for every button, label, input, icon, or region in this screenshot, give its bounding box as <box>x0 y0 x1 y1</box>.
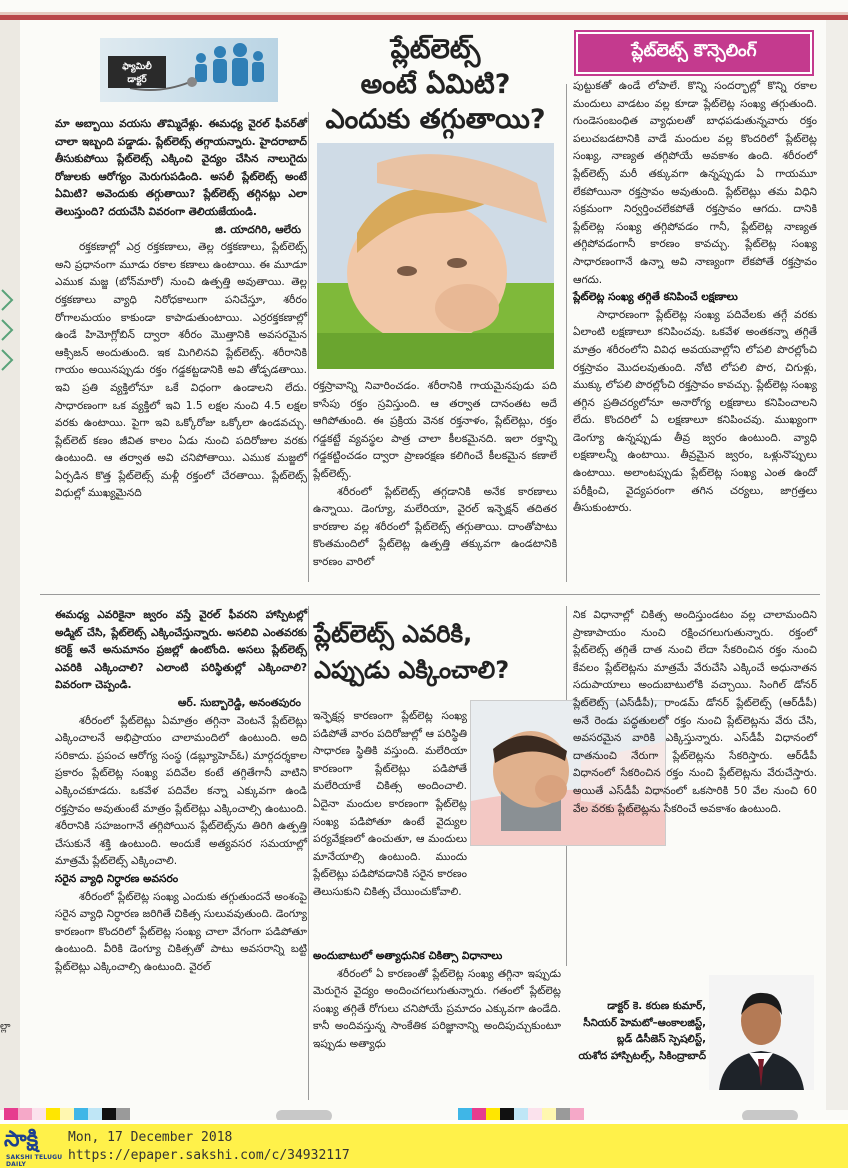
doctor-title: సీనియర్ హెమటో–ఆంకాలజిస్ట్, <box>583 1016 706 1029</box>
doctor-photo <box>709 975 814 1090</box>
family-doctor-label-text: ఫ్యామిలీ <box>122 62 152 72</box>
article2-continued-wide <box>313 948 561 1054</box>
doctor-specialty: బ్లడ్ డిసీజెస్ స్పెషలిస్ట్, <box>616 1033 706 1046</box>
sakshi-logo[interactable] <box>4 1127 64 1168</box>
print-color-bar-right <box>458 1108 584 1120</box>
article1-answer-paragraph: రక్తకణాల్లో ఎర్ర రక్తకణాలు, తెల్ల రక్తకణాలు, ప్లేట్‌లెట్స్ అని ప్రధానంగా మూడు రకాల కణాలు ఉంటాయి. ఈ మూడూ ఎముక మజ్జ (బోన్‌మారో) నుంచి ఉత్పత్తి అవుతాయి. తెల్ల రక్తకణాలు వ్యాధి నిరోధకాలుగా పనిచేస్తూ, శరీరం రోగాలమయం కాకుండా కాపాడుతుంటాయి. ఎర్రరక్తకణాల్లో ఉండే హిమోగ్లోబిన్ ద్వారా శరీరం మొత్తానికి అవసరమైన ఆక్సిజన్ అందుతుంది. ఇక మిగిలినవి ప్లేట్‌లెట్స్. శరీరానికి గాయం అయినప్పుడు రక్తం గడ్డకట్టడానికి అవి తోడ్పడతాయి. ఇవి ప్రతి వ్యక్తిలోనూ ఒకే విధంగా ఉండాలని లేదు. సాధారణంగా ఒక వ్యక్తిలో ఇవి 1.5 లక్షల నుంచి 4.5 లక్షల వరకు ఉంటాయి. పైగా ఇవి ఒక్కోరోజు ఒక్కోలా ఉండవచ్చు. ప్లేట్‌లెట్ కణం జీవిత కాలం ఏడు నుంచి పదిరోజుల వరకు ఉంటుంది. ఆ తర్వాత అవి చనిపోతాయి. ఎముక మజ్జలో ఏర్పడిన కొత్త ప్లేట్‌లెట్స్ మళ్లీ రక్తంలో చేరతాయి. ప్లేట్‌లెట్స్ విధుల్లో ముఖ్యమైనది <box>55 241 307 500</box>
article2-paragraph-1: శరీరంలో ప్లేట్‌లెట్లు ఏమాత్రం తగ్గినా వెంటనే ప్లేట్‌లెట్లు ఎక్కించాలనే అభిప్రాయం చాలామందిలో ఉంటుంది. అది సరికాదు. ప్రపంచ ఆరోగ్య సంస్థ (డబ్ల్యూహెచ్‌ఓ) మార్గదర్శకాల ప్రకారం ప్లేట్‌లెట్ల సంఖ్య పదివేల కంటే తగ్గితేగానీ వాటిని ఎక్కించకూడదు. ఒకవేళ పదివేల కన్నా ఎక్కువగా ఉండి రక్తస్రావం అవుతుంటే మాత్రం ప్లేట్‌లెట్లు ఎక్కించాల్సి ఉంటుంది. శరీరానికి సహజంగానే తగ్గిపోయిన ప్లేట్‌లెట్స్‌ను తిరిగి ఉత్పత్తి చేసుకునే శక్తి ఉంటుంది. అందుకే అత్యవసర సమయాల్లో మాత్రమే ప్లేట్‌లెట్స్ ఎక్కించాలి. <box>55 714 307 868</box>
doctor-name: డాక్టర్ కె. కరుణ కుమార్, <box>607 1000 706 1012</box>
column-rule-2-top <box>566 84 567 582</box>
left-gutter <box>0 20 20 1110</box>
article2-continued-narrow <box>313 708 467 902</box>
doctor-signature <box>550 998 706 1064</box>
article1-continued-column <box>313 378 557 572</box>
left-gutter-word: ల్లా <box>0 1021 11 1032</box>
column-rule-1-bottom <box>308 606 309 1100</box>
edition-date: Mon, 17 December 2018 <box>68 1130 233 1145</box>
article2-subhead: సరైన వ్యాధి నిర్ధారణ అవసరం <box>55 872 179 885</box>
print-color-bar-left <box>4 1108 130 1120</box>
article1-sender: జి. యాదగిరి, ఆలేరు <box>214 223 301 236</box>
headline1-line3: ఎందుకు తగ్గుతాయి? <box>325 104 546 135</box>
headline1-line1: ప్లేట్‌లెట్స్ <box>390 34 481 65</box>
top-rule <box>0 12 848 20</box>
headline2-line2: ఎప్పుడు ఎక్కించాలి? <box>314 656 510 684</box>
print-register-mark-right <box>742 1110 798 1120</box>
left-gutter-pattern <box>0 280 18 390</box>
sick-child-photo <box>317 143 554 369</box>
headline-platelets-what <box>317 32 554 137</box>
print-register-mark-left <box>276 1110 332 1120</box>
article2-column <box>55 607 307 976</box>
article1-cont-paragraph-2: శరీరంలో ప్లేట్‌లెట్స్ తగ్గడానికి అనేక కారణాలు ఉన్నాయి. డెంగ్యూ, మలేరియా, వైరల్ ఇన్ఫెక్షన్ తదితర కారణాల వల్ల శరీరంలో ప్లేట్‌లెట్స్ తగ్గుతాయి. దాంతోపాటు కొంతమందిలో ప్లేట్‌లెట్ల ఉత్పత్తి తక్కువగా ఉండటానికి కారణం వారిలో <box>313 485 557 568</box>
article2-question: ఈమధ్య ఎవరికైనా జ్వరం వస్తే వైరల్ ఫీవరని హాస్పిటల్లో అడ్మిట్ చేసి, ప్లేట్‌లెట్స్ ఎక్కించేస్తున్నారు. అసలివి ఎంతవరకు కరెక్ట్ అనే అనుమానం ప్రజల్లో ఉంటోంది. అసలు ప్లేట్‌లెట్స్ ఎవరికి ఎక్కించాలి? ఎలాంటి పరిస్థితుల్లో ఎక్కించాలి? వివరంగా చెప్పండి. <box>55 609 307 692</box>
article2-col3-paragraph: నిక విధానాల్లో చికిత్స అందిస్తుండటం వల్ల చాలామందిని ప్రాణాపాయం నుంచి రక్షించగలుగుతున్నారు. రక్తంలో ప్లేట్‌లెట్స్ తగ్గితే దాత నుంచి లేదా సేకరించిన రక్తం నుంచి కేవలం ప్లేట్‌లెట్లను మాత్రమే వేరుచేసి ఎక్కించే అధునాతన సదుపాయాలు అందుబాటులోకి వచ్చాయి. సింగిల్ డోనర్ ప్లేట్‌లెట్స్ (ఎస్‌డీపీ), రాండమ్ డోనర్ ప్లేట్‌లెట్స్ (ఆర్‌డీపీ) అనే రెండు పద్ధతులలో రక్తం నుంచి ప్లేట్‌లెట్లను వేరు చేసి, అవసరమైన వారికి ఎక్కిస్తున్నారు. ఎస్‌డీపీ విధానంలో దాతనుంచి నేరుగా ప్లేట్‌లెట్లను సేకరిస్తారు. ఆర్‌డీపీ విధానంలో సేకరించిన రక్తం నుంచి ప్లేట్‌లెట్లను వేరుచేస్తారు. అయితే ఎస్‌డీపీ విధానంలో ఒకసారికి 50 వేల నుంచి 60 వేల వరకు ప్లేట్‌లెట్లను సేకరించే అవకాశం ఉంటుంది. <box>573 609 817 815</box>
epaper-footer <box>0 1124 848 1168</box>
headline-platelets-who <box>314 616 564 688</box>
article2-cont-paragraph-2: శరీరంలో ఏ కారణంతో ప్లేట్‌లెట్ల సంఖ్య తగ్గినా ఇప్పుడు మెరుగైన వైద్యం అందించగలుగుతున్నారు. గతంలో ప్లేట్‌లెట్ల సంఖ్య తగ్గితే రోగులు చనిపోయే ప్రమాదం ఎక్కువగా ఉండేది. కానీ అందివస్తున్న సాంకేతిక పరిజ్ఞానాన్ని అందిపుచ్చుకుంటూ ఇప్పుడు అత్యాధు <box>313 967 561 1050</box>
article1-question: మా అబ్బాయి వయసు తొమ్మిదేళ్లు. ఈమధ్య వైరల్ ఫీవర్‌తో చాలా ఇబ్బంది పడ్డాడు. ప్లేట్‌లెట్స్ తగ్గాయన్నారు. హైదరాబాద్ తీసుకుపోయి ప్లేట్‌లెట్స్ ఎక్కించి వైద్యం చేసిన నాలుగైదు రోజులకు ఆరోగ్యం మెరుగుపడింది. అసలీ ప్లేట్‌లెట్స్ అంటే ఏమిటి? అవెందుకు తగ్గుతాయి? ప్లేట్‌లెట్స్ తగ్గినట్లు ఎలా తెలుస్తుంది? దయచేసి వివరంగా తెలియజేయండి. <box>55 118 307 218</box>
article1-cont-paragraph-1: రక్తస్రావాన్ని నివారించడం. శరీరానికి గాయమైనపుడు పది కాసేపు రక్తం స్రవిస్తుంది. ఆ తర్వాత దానంతట అదే ఆగిపోతుంది. ఈ ప్రక్రియ వెనక రక్తనాళం, ప్లేట్‌లెట్లు, రక్తం గడ్డకట్టే వ్యవస్థల పాత్ర చాలా కీలకమైనది. ఇలా రక్తాన్ని గడ్డకట్టించడం ద్వారా ప్రాణరక్షణ కలిగించే కీలకమైన కణాలే ప్లేట్‌లెట్స్. <box>313 380 557 480</box>
logo-wordmark: సాక్షి <box>4 1127 39 1152</box>
article1-column <box>55 116 307 503</box>
logo-tagline: SAKSHI TELUGU DAILY <box>6 1154 63 1168</box>
article2-paragraph-2: శరీరంలో ప్లేట్‌లెట్ల సంఖ్య ఎందుకు తగ్గుతుందనే అంశంపై సరైన వ్యాధి నిర్ధారణ జరిగితే చికిత్స సులువవుతుంది. డెంగ్యూ కారణంగా కొందరిలో ప్లేట్‌లెట్ల సంఖ్య చాలా వేగంగా పడిపోతూ ఉంటుంది. వీరికి డెంగ్యూ చికిత్సతో పాటు అవసరాన్ని బట్టి ప్లేట్‌లెట్లు ఎక్కించాల్సి ఉంటుంది. వైరల్ <box>55 890 307 973</box>
article2-cont-subhead: అందుబాటులో అత్యాధునిక చికిత్సా విధానాలు <box>313 950 503 962</box>
article2-cont-paragraph-1: ఇన్ఫెక్షన్ల కారణంగా ప్లేట్‌లెట్ల సంఖ్య పడిపోతే వారం పదిరోజుల్లో ఆ పరిస్థితి సాధారణ స్థితికి వస్తుంది. మలేరియా కారణంగా ప్లేట్‌లెట్లు పడిపోతే మలేరియాకే చికిత్స అందించాలి. ఏదైనా మందుల కారణంగా ప్లేట్‌లెట్ల సంఖ్య పడిపోతూ ఉంటే వైద్యుల పర్యవేక్షణలో ఉంచుతూ, ఆ మందులు మానేయాల్సి ఉంటుంది. ముందు ప్లేట్‌లెట్లు పడిపోవడానికి సరైన కారణం తెలుసుకుని చికిత్స చేయించుకోవాలి. <box>313 710 467 898</box>
counseling-column <box>573 78 817 518</box>
doctor-hospital: యశోద హాస్పిటల్స్, సికింద్రాబాద్ <box>578 1049 706 1062</box>
headline2-line1: ప్లేట్‌లెట్స్ ఎవరికి, <box>314 620 473 648</box>
epaper-url-link[interactable]: https://epaper.sakshi.com/c/34932117 <box>68 1148 350 1163</box>
headline1-line2: అంటే ఏమిటి? <box>360 69 511 100</box>
counseling-subhead: ప్లేట్‌లెట్ల సంఖ్య తగ్గితే కనిపించే లక్షణాలు <box>573 291 738 304</box>
family-doctor-label-text-2: డాక్టర్ <box>127 75 147 85</box>
family-doctor-banner <box>100 38 278 102</box>
counseling-paragraph-2: సాధారణంగా ప్లేట్‌లెట్ల సంఖ్య పదివేలకు తగ్గే వరకు ఏలాంటి లక్షణాలూ కనిపించవు. ఒకవేళ అంతకన్నా తగ్గితే మాత్రం శరీరంలోని వివిధ అవయవాల్లోని లోపలి పొరల్లోంచి రక్తస్రావం మొదలవుతుంది. నోటి లోపలి పొర, చిగుళ్లు, ముక్కు లోపలి పొరల్లోంచి రక్తస్రావం కావచ్చు. ప్లేట్‌లెట్ల సంఖ్య తగ్గిన ప్రతిచర్యలోనూ అనారోగ్య లక్షణాలు కనిపించాలని లేదు. కొందరిలో ఏ లక్షణాలూ కనిపించవు. ముఖ్యంగా డెంగ్యూ ఉన్నప్పుడు తీవ్ర జ్వరం ఉంటుంది. వ్యాధి లక్షణాలన్నీ ఉంటాయి. తీవ్రమైన జ్వరం, ఒళ్లునొప్పులు ఉంటాయి. అలాంటప్పుడు ప్లేట్‌లెట్ల సంఖ్య ఎంత ఉందో పరీక్షించి, వైద్యపరంగా తగిన చర్యలు, జాగ్రత్తలు తీసుకుంటారు. <box>573 308 817 515</box>
column-rule-1-top <box>308 112 309 582</box>
article2-sender: ఆర్. సుబ్బారెడ్డి, అనంతపురం <box>177 696 301 709</box>
counseling-paragraph-1: పుట్టుకతో ఉండే లోపాలే. కొన్ని సందర్భాల్లో కొన్ని రకాల మందులు వాడటం వల్ల కూడా ప్లేట్‌లెట్ల సంఖ్య తగ్గుతుంది. గుండెసంబంధిత వ్యాధులతో బాధపడుతున్నవారు రక్తం పలుచబడటానికి వాడే మందుల వల్ల కొందరిలో ప్లేట్‌లెట్ల సంఖ్య, నాణ్యత తగ్గిపోయే అవకాశం ఉంది. శరీరంలో ప్లేట్‌లెట్స్ మరీ తక్కువగా ఉన్నప్పుడు ఏ గాయమూ లేకపోయినా రక్తస్రావం అవుతుంది. ప్లేట్‌లెట్లు తమ విధిని సక్రమంగా నిర్వర్తించలేకపోతే రక్తస్రావం ఆగదు. దానికి ప్లేట్‌లెట్ల సంఖ్య తగ్గిపోవడం గానీ, ప్లేట్‌లెట్ల నాణ్యత తగ్గిపోవడంగానీ కారణం కావచ్చు. ప్లేట్‌లెట్ల సంఖ్య సాధారణంగానే ఉన్నా అవి నాణ్యంగా లేకపోతే రక్తస్రావం ఆగదు. <box>573 80 817 286</box>
article2-column-3 <box>573 607 817 818</box>
platelet-counseling-banner: ప్లేట్‌లెట్స్ కౌన్సెలింగ్ <box>576 32 812 74</box>
section-divider <box>40 594 820 595</box>
right-gutter <box>826 20 848 1110</box>
